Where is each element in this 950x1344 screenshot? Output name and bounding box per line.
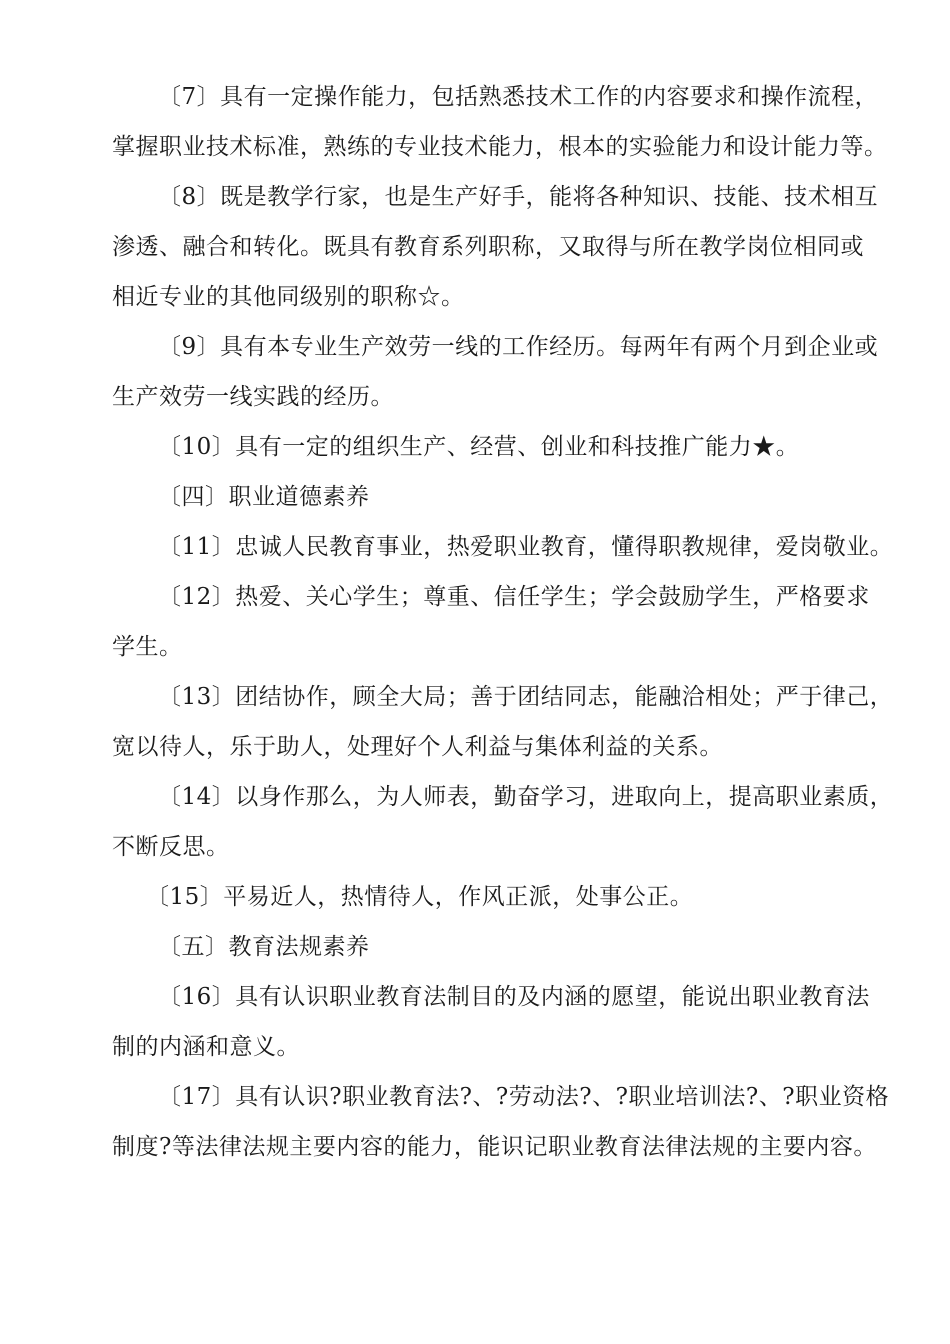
text-line: 〔11〕忠诚人民教育事业，热爱职业教育，懂得职教规律，爱岗敬业。: [158, 534, 894, 560]
text-line: 制度?等法律法规主要内容的能力，能识记职业教育法律法规的主要内容。: [112, 1134, 877, 1160]
text-line: 渗透、融合和转化。既具有教育系列职称，又取得与所在教学岗位相同或: [112, 234, 864, 260]
text-line: 学生。: [112, 634, 183, 660]
text-line: 相近专业的其他同级别的职称☆。: [112, 284, 465, 310]
text-line: 〔9〕具有本专业生产效劳一线的工作经历。每两年有两个月到企业或: [158, 334, 879, 360]
text-line: 〔16〕具有认识职业教育法制目的及内涵的愿望，能说出职业教育法: [158, 984, 870, 1010]
text-line: 〔14〕以身作那么，为人师表，勤奋学习，进取向上，提高职业素质，: [158, 784, 894, 810]
text-line: 制的内涵和意义。: [112, 1034, 300, 1060]
text-line: 〔15〕平易近人，热情待人，作风正派，处事公正。: [146, 884, 694, 910]
text-line: 宽以待人，乐于助人，处理好个人利益与集体利益的关系。: [112, 734, 723, 760]
text-line: 不断反思。: [112, 834, 230, 860]
text-line: 〔13〕团结协作，顾全大局；善于团结同志，能融洽相处；严于律己，: [158, 684, 894, 710]
section-heading: 〔四〕职业道德素养: [158, 484, 370, 510]
text-line: 〔10〕具有一定的组织生产、经营、创业和科技推广能力★。: [158, 434, 800, 460]
text-line: 〔7〕具有一定操作能力，包括熟悉技术工作的内容要求和操作流程，: [158, 84, 879, 110]
text-line: 〔17〕具有认识?职业教育法?、?劳动法?、?职业培训法?、?职业资格: [158, 1084, 890, 1110]
text-line: 生产效劳一线实践的经历。: [112, 384, 394, 410]
section-heading: 〔五〕教育法规素养: [158, 934, 370, 960]
text-line: 〔8〕既是教学行家，也是生产好手，能将各种知识、技能、技术相互: [158, 184, 879, 210]
text-line: 〔12〕热爱、关心学生；尊重、信任学生；学会鼓励学生，严格要求: [158, 584, 870, 610]
text-line: 掌握职业技术标准，熟练的专业技术能力，根本的实验能力和设计能力等。: [112, 134, 888, 160]
